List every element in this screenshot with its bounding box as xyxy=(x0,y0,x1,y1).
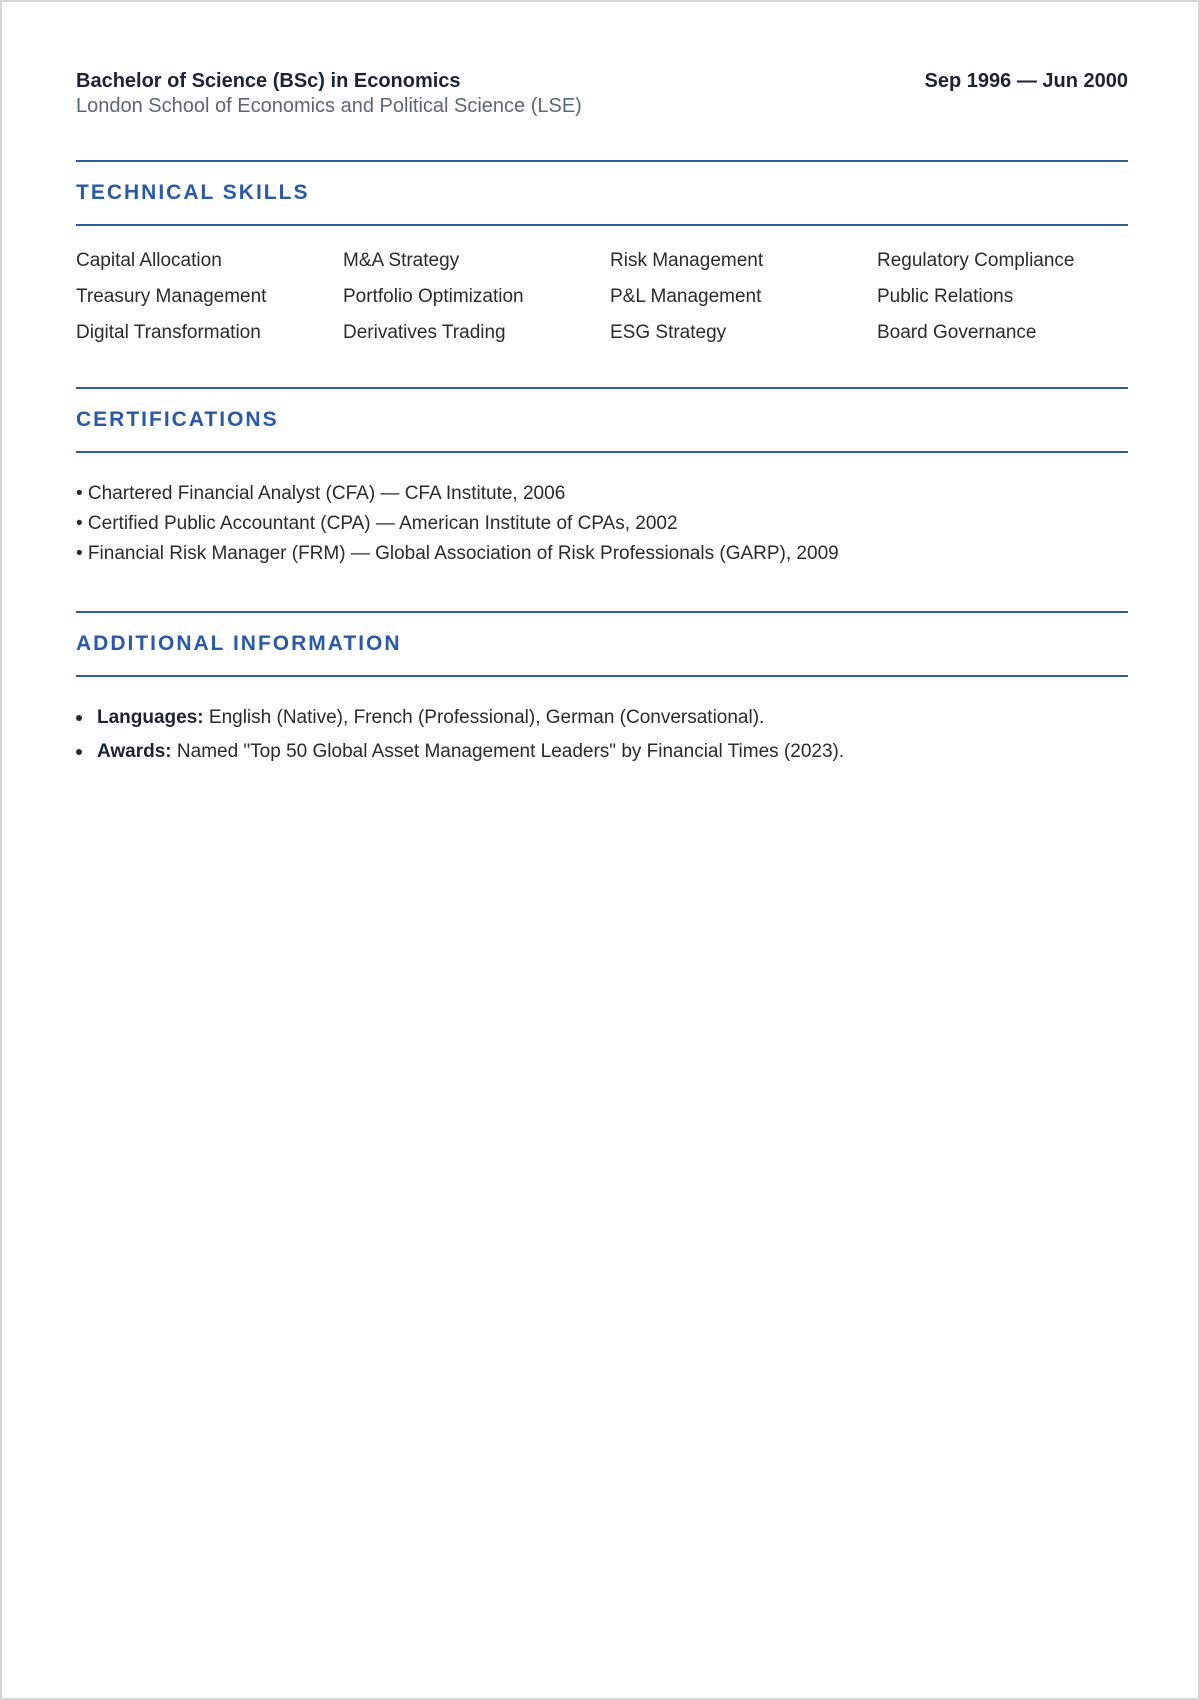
list-item xyxy=(76,735,1128,769)
skill-item: Board Governance xyxy=(877,322,1037,343)
info-text: English (Native), French (Professional), German (Conversational). xyxy=(203,707,765,728)
skill-item: Regulatory Compliance xyxy=(877,250,1075,271)
certification-item: • Chartered Financial Analyst (CFA) — CFA Institute, 2006 xyxy=(76,483,566,504)
certifications-heading: CERTIFICATIONS xyxy=(76,408,279,431)
skill-item: Portfolio Optimization xyxy=(343,286,524,307)
education-degree: Bachelor of Science (BSc) in Economics xyxy=(76,70,461,92)
info-label: Awards: xyxy=(97,741,172,762)
education-school: London School of Economics and Political Science (LSE) xyxy=(76,95,582,117)
skill-item: M&A Strategy xyxy=(343,250,460,271)
technical-skills-heading: TECHNICAL SKILLS xyxy=(76,181,310,204)
skills-grid xyxy=(76,248,1128,346)
skill-item: P&L Management xyxy=(610,286,762,307)
skill-item: Public Relations xyxy=(877,286,1014,307)
education-entry xyxy=(76,68,1128,118)
education-dates: Sep 1996 — Jun 2000 xyxy=(924,70,1128,92)
certifications-list xyxy=(76,479,1128,569)
additional-information-section xyxy=(76,611,1128,785)
skill-item: Risk Management xyxy=(610,250,764,271)
skill-item: Capital Allocation xyxy=(76,250,222,271)
additional-information-heading: ADDITIONAL INFORMATION xyxy=(76,632,402,655)
certifications-section xyxy=(76,387,1128,569)
section-divider xyxy=(76,224,1128,226)
certification-item: • Financial Risk Manager (FRM) — Global Association of Risk Professionals (GARP), 2009 xyxy=(76,543,839,564)
section-divider xyxy=(76,675,1128,677)
skill-item: Derivatives Trading xyxy=(343,322,506,343)
bullet-icon xyxy=(76,749,82,755)
technical-skills-section xyxy=(76,160,1128,346)
list-item xyxy=(76,701,1128,735)
skill-item: Treasury Management xyxy=(76,286,267,307)
skill-item: ESG Strategy xyxy=(610,322,727,343)
bullet-icon xyxy=(76,715,82,721)
section-divider xyxy=(76,451,1128,453)
info-label: Languages: xyxy=(97,707,204,728)
info-text: Named "Top 50 Global Asset Management Leaders" by Financial Times (2023). xyxy=(171,741,845,762)
skill-item: Digital Transformation xyxy=(76,322,261,343)
additional-information-list xyxy=(76,701,1128,769)
certification-item: • Certified Public Accountant (CPA) — American Institute of CPAs, 2002 xyxy=(76,513,678,534)
